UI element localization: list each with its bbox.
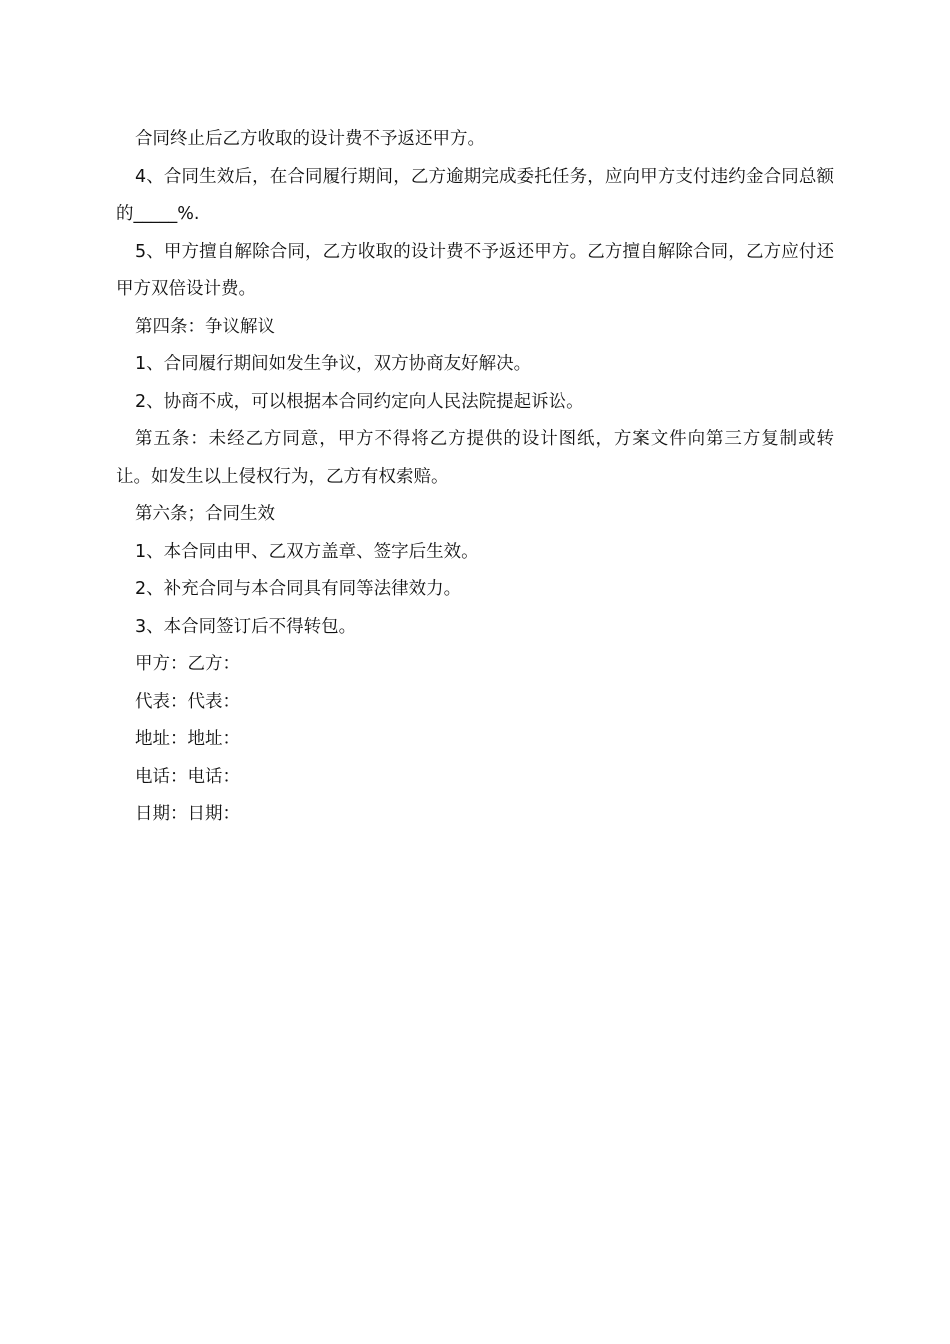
paragraph-clause-4-penalty: 4、合同生效后，在合同履行期间，乙方逾期完成委托任务，应向甲方支付违约金合同总额的_____%. (116, 166, 834, 224)
signature-phone-line: 电话：电话： (135, 766, 240, 787)
paragraph-effect-2: 2、补充合同与本合同具有同等法律效力。 (135, 579, 462, 599)
document-body (116, 121, 834, 834)
article-5-copyright: 第五条：未经乙方同意，甲方不得将乙方提供的设计图纸，方案文件向第三方复制或转让。如发生以上侵权行为，乙方有权索赔。 (116, 429, 834, 487)
paragraph-effect-1: 1、本合同由甲、乙双方盖章、签字后生效。 (135, 541, 479, 562)
signature-date-line: 日期：日期： (135, 804, 240, 824)
paragraph-dispute-2: 2、协商不成，可以根据本合同约定向人民法院提起诉讼。 (135, 391, 584, 412)
article-4-heading: 第四条：争议解议 (135, 316, 275, 337)
signature-party-line: 甲方：乙方： (135, 654, 240, 674)
article-6-heading: 第六条；合同生效 (135, 504, 275, 524)
paragraph-dispute-1: 1、合同履行期间如发生争议，双方协商友好解决。 (135, 354, 532, 374)
paragraph-clause-5-rescission: 5、甲方擅自解除合同，乙方收取的设计费不予返还甲方。乙方擅自解除合同，乙方应付还甲方双倍设计费。 (116, 241, 834, 299)
signature-representative-line: 代表：代表： (135, 691, 240, 712)
paragraph-termination-fee: 合同终止后乙方收取的设计费不予返还甲方。 (135, 129, 485, 149)
paragraph-effect-3: 3、本合同签订后不得转包。 (135, 616, 357, 637)
signature-address-line: 地址：地址： (135, 729, 240, 749)
